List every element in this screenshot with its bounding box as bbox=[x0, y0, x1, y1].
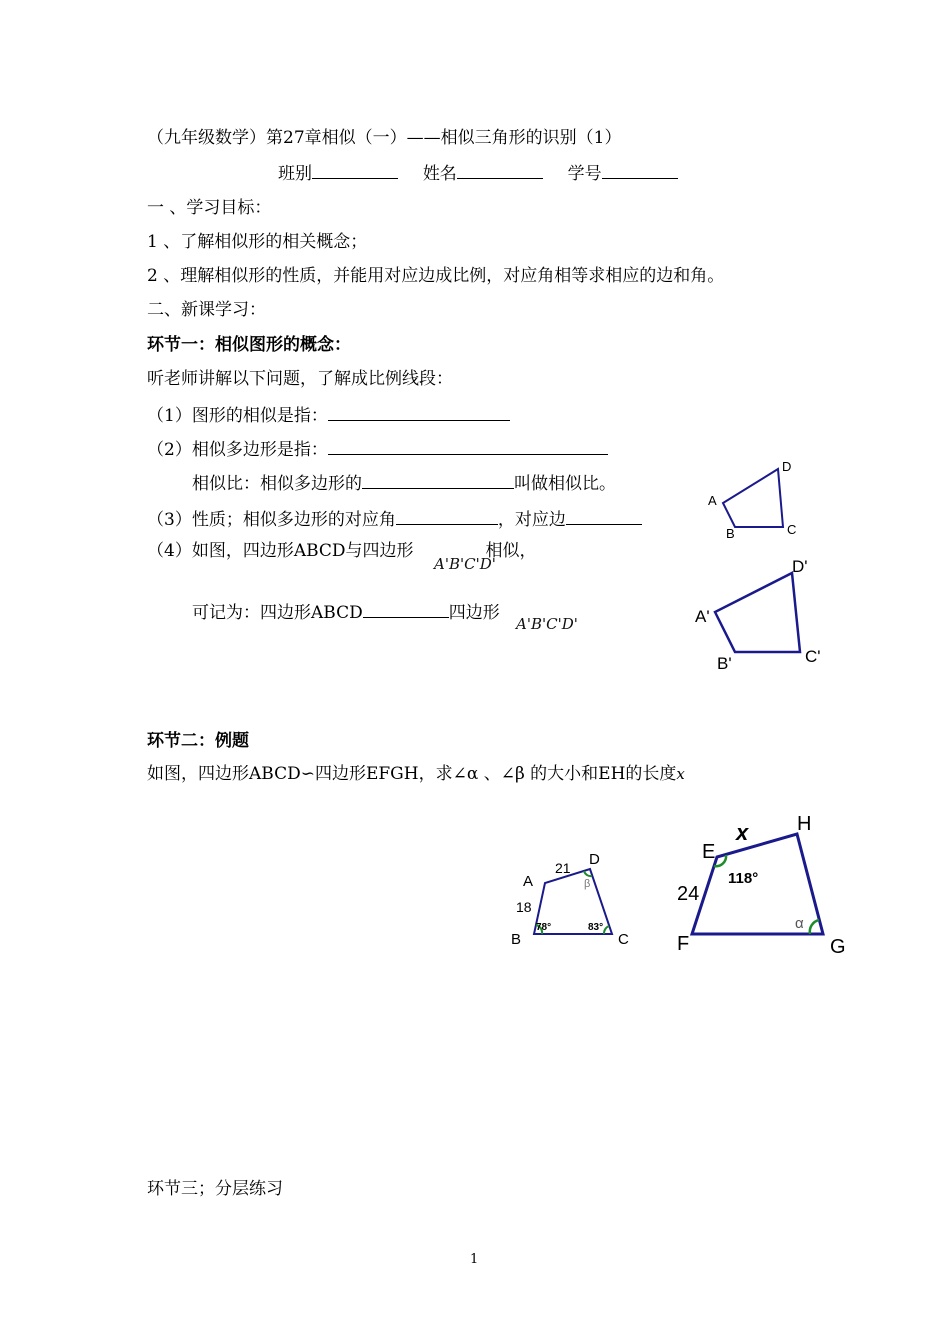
label-h: H bbox=[797, 813, 812, 835]
page-number: 1 bbox=[470, 1252, 479, 1267]
angle-g-value: α bbox=[795, 915, 804, 932]
angle-c-arc bbox=[604, 926, 609, 934]
prime-quad-label: A'B'C'D' bbox=[434, 555, 496, 573]
side-ef-length: 24 bbox=[677, 883, 700, 905]
goal-item: 2 、理解相似形的性质，并能用对应边成比例，对应角相等求相应的边和角。 bbox=[147, 266, 725, 286]
question-3: （3）性质；相似多边形的对应角 ，对应边 bbox=[147, 507, 642, 531]
angle-c-value: 83° bbox=[588, 922, 604, 933]
question-1: （1）图形的相似是指： bbox=[147, 403, 510, 427]
number-label: 学号 bbox=[567, 164, 602, 184]
page-title: （九年级数学）第27章相似（一）——相似三角形的识别（1） bbox=[147, 128, 622, 148]
student-info-row bbox=[278, 161, 678, 185]
label-e: E bbox=[702, 841, 716, 863]
label-d: D bbox=[589, 851, 600, 868]
label-a-prime: A' bbox=[695, 607, 710, 626]
record-blank[interactable] bbox=[363, 600, 449, 618]
example-figure bbox=[505, 810, 855, 970]
link1-intro: 听老师讲解以下问题，了解成比例线段： bbox=[147, 369, 453, 389]
q3-side-blank[interactable] bbox=[566, 507, 642, 525]
label-d-prime: D' bbox=[792, 557, 808, 576]
angle-d-value: β bbox=[584, 878, 591, 890]
link2-problem: 如图，四边形ABCD∽四边形EFGH，求∠α 、∠β 的大小和EH的长度x bbox=[147, 764, 685, 784]
side-eh-variable: x bbox=[736, 820, 749, 845]
ratio-definition: 相似比：相似多边形的 叫做相似比。 bbox=[192, 471, 616, 495]
label-b: B bbox=[511, 931, 522, 948]
similar-quadrilaterals-figure bbox=[690, 455, 840, 675]
ratio-blank[interactable] bbox=[362, 471, 514, 489]
label-g: G bbox=[830, 936, 846, 958]
label-a: A bbox=[523, 873, 534, 890]
side-ad-length: 21 bbox=[555, 860, 571, 876]
label-a: A bbox=[708, 493, 717, 508]
name-label: 姓名 bbox=[422, 164, 457, 184]
label-b-prime: B' bbox=[717, 654, 732, 673]
section2-heading: 二、新课学习： bbox=[147, 300, 266, 320]
label-c-prime: C' bbox=[805, 647, 821, 666]
side-ab-length: 18 bbox=[516, 899, 532, 915]
label-c: C bbox=[787, 522, 797, 537]
prime-quad-label: A'B'C'D' bbox=[516, 615, 578, 633]
section1-heading: 一 、学习目标： bbox=[147, 198, 272, 218]
label-f: F bbox=[677, 933, 690, 955]
angle-b-value: 78° bbox=[536, 922, 552, 933]
label-d: D bbox=[782, 459, 792, 474]
name-blank[interactable] bbox=[457, 161, 543, 179]
question-2: （2）相似多边形是指： bbox=[147, 437, 608, 461]
quad-abcd-prime-large bbox=[715, 573, 800, 652]
angle-e-value: 118° bbox=[728, 870, 759, 887]
q2-blank[interactable] bbox=[328, 437, 608, 455]
link2-heading: 环节二：例题 bbox=[147, 731, 249, 751]
class-label: 班别 bbox=[278, 164, 312, 184]
label-c: C bbox=[618, 931, 629, 948]
number-blank[interactable] bbox=[602, 161, 678, 179]
label-b: B bbox=[726, 526, 735, 541]
q1-blank[interactable] bbox=[328, 403, 510, 421]
link1-heading: 环节一：相似图形的概念： bbox=[147, 335, 351, 355]
link3-heading: 环节三；分层练习 bbox=[147, 1179, 283, 1199]
record-line: 可记为：四边形ABCD 四边形 bbox=[192, 600, 500, 624]
q3-angle-blank[interactable] bbox=[396, 507, 498, 525]
class-blank[interactable] bbox=[312, 161, 398, 179]
question-4: （4）如图，四边形ABCD与四边形 相似， bbox=[147, 541, 537, 561]
quad-abcd-small bbox=[723, 469, 783, 527]
angle-g-arc bbox=[810, 920, 819, 934]
goal-item: 1 、了解相似形的相关概念； bbox=[147, 232, 368, 252]
